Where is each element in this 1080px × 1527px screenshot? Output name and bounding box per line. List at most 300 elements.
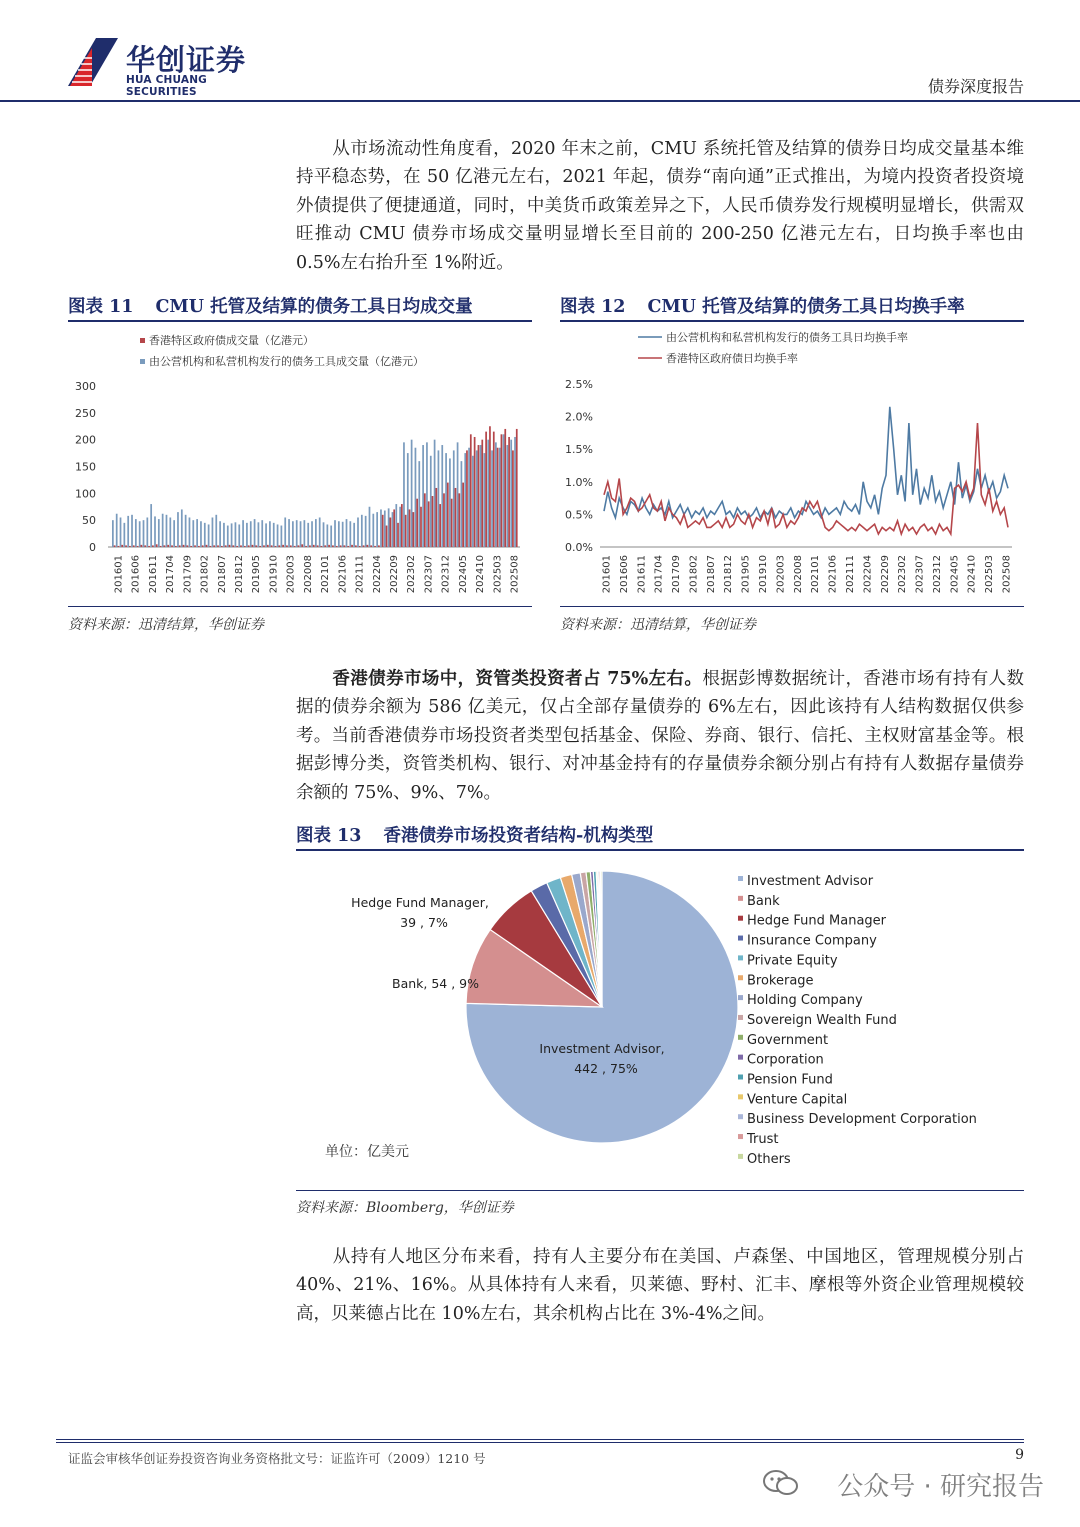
bar-corporate xyxy=(484,453,486,547)
bar-corporate xyxy=(162,514,164,547)
bar-corporate xyxy=(372,514,374,547)
bar-government xyxy=(347,546,349,547)
bar-corporate xyxy=(395,504,397,547)
legend-label: 由公营机构和私营机构发行的债务工具成交量（亿港元） xyxy=(149,355,424,368)
x-tick-label: 201601 xyxy=(113,555,125,594)
report-type: 债券深度报告 xyxy=(927,77,1024,96)
bar-corporate xyxy=(445,453,447,547)
bar-government xyxy=(420,507,422,547)
x-tick-label: 202410 xyxy=(475,555,487,594)
figure-number: 图表 13 xyxy=(296,826,362,846)
x-tick-label: 202312 xyxy=(931,555,943,594)
bar-government xyxy=(221,546,223,547)
bar-government xyxy=(432,496,434,547)
bar-corporate xyxy=(476,450,478,547)
bar-government xyxy=(232,545,234,547)
bar-government xyxy=(152,545,154,547)
bar-government xyxy=(156,544,158,547)
bar-corporate xyxy=(292,521,294,547)
legend-swatch xyxy=(140,359,145,364)
bar-government xyxy=(225,545,227,547)
bar-corporate xyxy=(430,456,432,547)
y-tick-label: 0.0% xyxy=(565,541,593,554)
bar-corporate xyxy=(407,453,409,547)
legend-label: Government xyxy=(747,1032,829,1048)
bar-corporate xyxy=(411,440,413,547)
bar-corporate xyxy=(185,515,187,547)
bar-government xyxy=(458,493,460,547)
figure-title-text: CMU 托管及结算的债务工具日均换手率 xyxy=(647,297,965,317)
x-tick-label: 202503 xyxy=(984,555,996,594)
bar-corporate xyxy=(361,515,363,547)
bar-government xyxy=(504,429,506,547)
bar-government xyxy=(282,545,284,547)
bar-government xyxy=(439,504,441,547)
bar-corporate xyxy=(235,522,237,547)
bar-corporate xyxy=(123,523,125,547)
bar-corporate xyxy=(376,512,378,547)
y-tick-label: 2.0% xyxy=(565,410,593,424)
bar-government xyxy=(516,429,518,547)
bar-government xyxy=(206,545,208,547)
line-government-turnover xyxy=(604,423,1008,534)
bar-government xyxy=(255,545,257,547)
bar-corporate xyxy=(357,517,359,547)
legend-label: 由公营机构和私营机构发行的债务工具日均换手率 xyxy=(666,331,908,344)
legend-label: Venture Capital xyxy=(747,1092,848,1108)
bar-government xyxy=(386,526,388,547)
bar-government xyxy=(478,445,480,547)
bar-government xyxy=(443,493,445,547)
slice-label: 442 , 75% xyxy=(574,1061,638,1076)
figure-12-bottom-rule xyxy=(560,606,1024,607)
logo-mark-icon xyxy=(68,38,118,86)
bar-government xyxy=(133,545,135,547)
x-tick-label: 202405 xyxy=(949,555,961,594)
figure-number: 图表 12 xyxy=(560,297,626,317)
bar-government xyxy=(171,545,173,547)
bar-corporate xyxy=(323,522,325,547)
bar-government xyxy=(298,545,300,547)
legend-label: Hedge Fund Manager xyxy=(747,913,887,929)
bar-corporate xyxy=(510,440,512,547)
bar-government xyxy=(324,545,326,547)
bar-corporate xyxy=(418,461,420,547)
legend-label: Private Equity xyxy=(747,953,838,969)
paragraph-liquidity xyxy=(296,135,1024,277)
paragraph-investors xyxy=(296,665,1024,807)
bar-corporate xyxy=(403,442,405,547)
x-tick-label: 202307 xyxy=(423,555,435,594)
bar-government xyxy=(374,546,376,547)
bar-government xyxy=(252,545,254,547)
bar-corporate xyxy=(507,445,509,547)
x-tick-label: 202508 xyxy=(509,555,521,594)
bar-corporate xyxy=(495,442,497,547)
bar-government xyxy=(118,546,120,547)
bar-government xyxy=(309,545,311,547)
bar-government xyxy=(213,545,215,547)
bar-government xyxy=(328,545,330,547)
bar-government xyxy=(313,545,315,547)
bar-government xyxy=(481,440,483,547)
figure-12-top-rule xyxy=(560,320,1024,322)
bar-corporate xyxy=(196,519,198,547)
legend-swatch xyxy=(738,1035,743,1040)
bar-corporate xyxy=(330,526,332,547)
bar-government xyxy=(321,546,323,547)
x-tick-label: 202209 xyxy=(388,555,400,594)
x-tick-label: 202410 xyxy=(966,555,978,594)
x-tick-label: 202008 xyxy=(792,555,804,594)
bar-corporate xyxy=(284,517,286,547)
x-tick-label: 201910 xyxy=(268,555,280,594)
legend-swatch xyxy=(738,1094,743,1099)
bar-government xyxy=(412,512,414,547)
figure-13-source: 资料来源：Bloomberg，华创证券 xyxy=(296,1200,514,1216)
bar-government xyxy=(209,546,211,547)
bar-corporate xyxy=(453,450,455,547)
bar-government xyxy=(190,546,192,547)
x-tick-label: 202302 xyxy=(897,555,909,594)
bar-corporate xyxy=(307,523,309,547)
legend-swatch xyxy=(738,936,743,941)
bar-government xyxy=(351,545,353,547)
volume-bar-chart xyxy=(68,324,532,604)
bar-corporate xyxy=(143,520,145,547)
bar-government xyxy=(141,545,143,547)
legend-label: Holding Company xyxy=(747,993,863,1009)
bar-corporate xyxy=(219,521,221,547)
unit-label: 单位：亿美元 xyxy=(325,1144,409,1160)
legend-label: Insurance Company xyxy=(747,933,877,949)
x-tick-label: 202111 xyxy=(354,555,366,594)
x-tick-label: 202003 xyxy=(285,555,297,594)
bar-government xyxy=(428,501,430,547)
legend-label: Bank xyxy=(747,893,780,909)
bar-corporate xyxy=(384,511,386,547)
x-tick-label: 201802 xyxy=(688,555,700,594)
bar-government xyxy=(363,545,365,547)
company-logo xyxy=(68,36,278,98)
legend-swatch xyxy=(738,1134,743,1139)
footer-license: 证监会审核华创证券投资咨询业务资格批文号：证监许可（2009）1210 号 xyxy=(68,1451,486,1466)
x-tick-label: 201709 xyxy=(671,555,683,594)
y-tick-label: 250 xyxy=(75,406,96,420)
bar-government xyxy=(202,545,204,547)
bar-corporate xyxy=(261,520,263,547)
bar-corporate xyxy=(281,526,283,547)
page-number: 9 xyxy=(1015,1447,1024,1463)
y-tick-label: 0 xyxy=(89,541,96,554)
bar-government xyxy=(389,517,391,547)
legend-swatch xyxy=(738,995,743,1000)
x-tick-label: 201807 xyxy=(705,555,717,594)
bar-corporate xyxy=(131,515,133,547)
bar-government xyxy=(474,437,476,547)
x-tick-label: 201905 xyxy=(740,555,752,594)
bar-government xyxy=(397,523,399,547)
y-tick-label: 1.5% xyxy=(565,443,593,457)
legend-label: 香港特区政府债成交量（亿港元） xyxy=(149,334,314,347)
bar-government xyxy=(508,437,510,547)
bar-government xyxy=(271,545,273,547)
paragraph-bold-lead: 香港债券市场中，资管类投资者占 75%左右。 xyxy=(332,669,703,689)
figure-number: 图表 11 xyxy=(68,297,134,317)
x-tick-label: 202204 xyxy=(371,555,383,594)
bar-government xyxy=(493,432,495,547)
bar-corporate xyxy=(438,450,440,547)
bar-corporate xyxy=(514,437,516,547)
figure-11-top-rule xyxy=(68,320,532,322)
figure-11-bottom-rule xyxy=(68,606,532,607)
bar-government xyxy=(466,450,468,547)
legend-label: Business Development Corporation xyxy=(747,1112,977,1128)
slice-label: Investment Advisor, xyxy=(539,1041,665,1056)
bar-corporate xyxy=(169,517,171,547)
bar-government xyxy=(355,545,357,547)
bar-corporate xyxy=(212,517,214,547)
bar-government xyxy=(367,545,369,547)
bar-corporate xyxy=(461,461,463,547)
bar-corporate xyxy=(173,520,175,547)
bar-corporate xyxy=(200,521,202,547)
legend-swatch xyxy=(738,1075,743,1080)
x-tick-label: 201812 xyxy=(234,555,246,594)
slice-label: 39 , 7% xyxy=(400,915,448,930)
paragraph-text: 从持有人地区分布来看，持有人主要分布在美国、卢森堡、中国地区，管理规模分别占 40%、21%、16%。从具体持有人来看，贝莱德、野村、汇丰、摩根等外资企业管理规模较高，贝莱德占比在 10%左右，其余机构占比在 3%-4%之间。 xyxy=(296,1247,1024,1324)
paragraph-text: 根据彭博数据统计，香港市场有持有人数据的债券余额为 586 亿美元，仅占全部存量债券的 6%左右，因此该持有人结构数据仅供参考。当前香港债券市场投资者类型包括基金、保险、券商、银行、信托、主权财富基金等。根据彭博分类，资管类机构、银行、对冲基金持有的存量债券余额分别占有持有人数据存量债券余额的 75%、9%、7%。 xyxy=(296,669,1025,803)
x-tick-label: 202106 xyxy=(827,555,839,594)
figure-13-bottom-rule xyxy=(296,1190,1024,1191)
legend-label: 香港特区政府债日均换手率 xyxy=(666,352,798,365)
bar-government xyxy=(470,434,472,547)
bar-corporate xyxy=(223,523,225,547)
watermark: 公众号 · 研究报告 xyxy=(837,1472,1044,1502)
bar-government xyxy=(455,488,457,547)
legend-swatch xyxy=(738,1055,743,1060)
x-tick-label: 201905 xyxy=(251,555,263,594)
footer-divider-2 xyxy=(56,1442,1024,1443)
header-divider xyxy=(0,100,1080,102)
bar-corporate xyxy=(273,523,275,547)
x-tick-label: 202312 xyxy=(440,555,452,594)
bar-corporate xyxy=(189,517,191,547)
bar-corporate xyxy=(208,524,210,547)
bar-corporate xyxy=(231,523,233,547)
x-tick-label: 202405 xyxy=(457,555,469,594)
bar-government xyxy=(424,493,426,547)
bar-government xyxy=(501,434,503,547)
bar-government xyxy=(167,545,169,547)
bar-government xyxy=(497,448,499,547)
bar-corporate xyxy=(311,521,313,547)
bar-corporate xyxy=(468,448,470,547)
bar-government xyxy=(359,546,361,547)
bar-corporate xyxy=(503,434,505,547)
legend-label: Brokerage xyxy=(747,973,814,989)
y-tick-label: 300 xyxy=(75,380,96,393)
bar-government xyxy=(405,515,407,547)
bar-government xyxy=(144,545,146,547)
bar-government xyxy=(290,545,292,547)
bar-corporate xyxy=(254,519,256,547)
figure-12-title xyxy=(560,293,965,318)
x-tick-label: 202209 xyxy=(879,555,891,594)
y-tick-label: 1.0% xyxy=(565,475,593,489)
bar-government xyxy=(512,450,514,547)
bar-corporate xyxy=(319,517,321,547)
bar-government xyxy=(435,488,437,547)
legend-swatch xyxy=(738,876,743,881)
bar-corporate xyxy=(265,523,267,547)
bar-government xyxy=(129,546,131,547)
paragraph-text: 从市场流动性角度看，2020 年末之前，CMU 系统托管及结算的债券日均成交量基本维持平稳态势，在 50 亿港元左右，2021 年起，债券“南向通”正式推出，为境内投资者投资境外债提供了便捷通道，同时，中美货币政策差异之下，人民币债券发行规模明显增长，供需双旺推动 CMU 债券市场成交量明显增长至目前的 200-250 亿港元左右，日均换手率也由 0.5%左右抬升至 1%附近。 xyxy=(296,139,1024,273)
bar-corporate xyxy=(472,456,474,547)
bar-corporate xyxy=(154,516,156,547)
bar-government xyxy=(183,545,185,547)
bar-corporate xyxy=(146,517,148,547)
bar-government xyxy=(198,546,200,547)
figure-11-source: 资料来源：迅清结算，华创证券 xyxy=(68,617,264,633)
bar-government xyxy=(489,426,491,547)
y-tick-label: 150 xyxy=(75,460,96,474)
bar-corporate xyxy=(422,445,424,547)
bar-government xyxy=(121,545,123,547)
bar-corporate xyxy=(269,521,271,547)
bar-government xyxy=(332,545,334,547)
bar-government xyxy=(229,545,231,547)
x-tick-label: 202503 xyxy=(492,555,504,594)
bar-government xyxy=(393,509,395,547)
bar-corporate xyxy=(388,508,390,547)
x-tick-label: 202111 xyxy=(844,555,856,594)
bar-corporate xyxy=(227,526,229,547)
legend-swatch xyxy=(738,955,743,960)
x-tick-label: 201704 xyxy=(653,555,665,594)
bar-government xyxy=(278,545,280,547)
bar-corporate xyxy=(139,521,141,547)
bar-government xyxy=(301,544,303,547)
figure-13-title xyxy=(296,822,653,847)
x-tick-label: 202008 xyxy=(302,555,314,594)
bar-corporate xyxy=(258,522,260,547)
wechat-icon xyxy=(762,1468,800,1498)
legend-swatch xyxy=(738,916,743,921)
bar-government xyxy=(160,546,162,547)
x-tick-label: 202302 xyxy=(406,555,418,594)
bar-government xyxy=(194,545,196,547)
bar-corporate xyxy=(480,445,482,547)
bar-corporate xyxy=(135,519,137,547)
bar-corporate xyxy=(326,524,328,547)
bar-government xyxy=(286,545,288,547)
bar-government xyxy=(485,432,487,547)
bar-corporate xyxy=(304,520,306,547)
figure-title-text: 香港债券市场投资者结构-机构类型 xyxy=(383,826,654,846)
bar-government xyxy=(244,546,246,547)
legend-swatch xyxy=(738,975,743,980)
x-tick-label: 201807 xyxy=(216,555,228,594)
x-tick-label: 201704 xyxy=(165,555,177,594)
bar-government xyxy=(125,545,127,547)
logo-chinese-name: 华创证券 xyxy=(126,43,247,77)
bar-corporate xyxy=(277,524,279,547)
bar-government xyxy=(259,546,261,547)
legend-swatch xyxy=(738,1015,743,1020)
bar-corporate xyxy=(415,448,417,547)
legend-label: Others xyxy=(747,1151,791,1167)
bar-government xyxy=(164,545,166,547)
bar-corporate xyxy=(441,445,443,547)
bar-corporate xyxy=(246,523,248,547)
bar-corporate xyxy=(392,512,394,547)
x-tick-label: 202508 xyxy=(1001,555,1013,594)
bar-corporate xyxy=(181,509,183,547)
bar-corporate xyxy=(250,521,252,547)
bar-government xyxy=(175,546,177,547)
bar-government xyxy=(186,545,188,547)
y-tick-label: 50 xyxy=(82,514,96,528)
bar-corporate xyxy=(399,507,401,547)
x-tick-label: 202204 xyxy=(862,555,874,594)
bar-government xyxy=(447,483,449,547)
y-tick-label: 0.5% xyxy=(565,508,593,522)
legend-label: Sovereign Wealth Fund xyxy=(747,1012,897,1028)
bar-government xyxy=(148,546,150,547)
bar-corporate xyxy=(487,440,489,547)
x-tick-label: 202106 xyxy=(337,555,349,594)
bar-government xyxy=(294,546,296,547)
bar-government xyxy=(236,546,238,547)
x-tick-label: 201611 xyxy=(636,555,648,594)
bar-government xyxy=(409,509,411,547)
bar-corporate xyxy=(334,520,336,547)
figure-12-source: 资料来源：迅清结算，华创证券 xyxy=(560,617,756,633)
x-tick-label: 202101 xyxy=(810,555,822,594)
y-tick-label: 200 xyxy=(75,433,96,447)
bar-government xyxy=(462,483,464,547)
bar-corporate xyxy=(166,515,168,547)
bar-government xyxy=(217,545,219,547)
bar-government xyxy=(248,545,250,547)
footer-divider xyxy=(56,1439,1024,1440)
bar-corporate xyxy=(204,523,206,547)
turnover-line-chart xyxy=(560,324,1024,604)
bar-corporate xyxy=(491,450,493,547)
bar-corporate xyxy=(464,453,466,547)
figure-title-text: CMU 托管及结算的债务工具日均成交量 xyxy=(155,297,473,317)
y-tick-label: 100 xyxy=(75,487,96,501)
bar-corporate xyxy=(215,515,217,547)
bar-corporate xyxy=(338,521,340,547)
bar-corporate xyxy=(150,504,152,547)
x-tick-label: 201910 xyxy=(758,555,770,594)
x-tick-label: 201601 xyxy=(601,555,613,594)
logo-english-name: HUA CHUANG SECURITIES xyxy=(126,74,208,98)
bar-corporate xyxy=(499,448,501,547)
bar-government xyxy=(370,545,372,547)
bar-corporate xyxy=(238,524,240,547)
bar-corporate xyxy=(300,521,302,547)
y-tick-label: 2.5% xyxy=(565,378,593,391)
bar-corporate xyxy=(353,523,355,547)
bar-government xyxy=(305,546,307,547)
bar-government xyxy=(382,515,384,547)
bar-corporate xyxy=(380,509,382,547)
x-tick-label: 202101 xyxy=(320,555,332,594)
bar-corporate xyxy=(127,516,129,547)
